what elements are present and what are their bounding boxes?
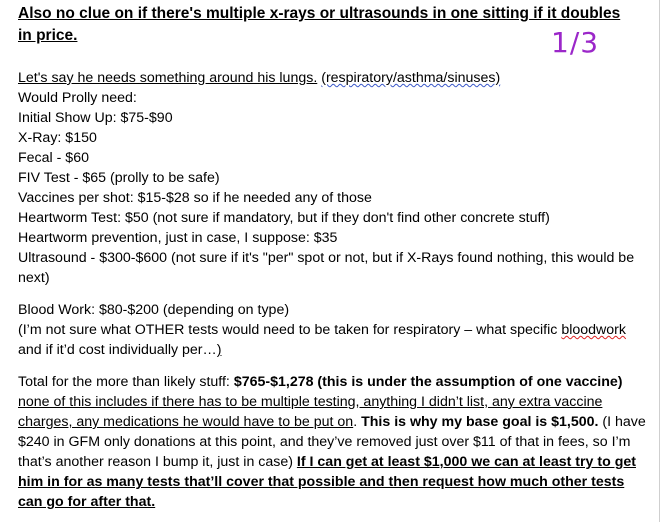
paragraph-gap xyxy=(18,360,648,372)
need-item: Heartworm Test: $50 (not sure if mandatory, but if they don't find other concrete stuff) xyxy=(18,210,550,226)
intro-paren: (respiratory/asthma/sinuses) xyxy=(321,70,501,86)
need-item: Heartworm prevention, just in case, I suppose: $35 xyxy=(18,230,338,246)
heading: Also no clue on if there's multiple x-rays or ultrasounds in one sitting if it doubles in price. xyxy=(18,5,621,44)
intro-lead: Let's say he needs something around his lungs. xyxy=(18,70,318,86)
need-item: Vaccines per shot: $15-$28 so if he needed any of those xyxy=(18,190,372,206)
need-item: Initial Show Up: $75-$90 xyxy=(18,110,173,126)
total-prefix: Total for the more than likely stuff: xyxy=(18,374,234,390)
total-exclusions: none of this includes if there has to be multiple testing, anything I didn’t list, any extra vaccine charges, any medications he would have to be put on xyxy=(18,394,603,430)
total-period: . xyxy=(353,414,362,430)
total-paragraph xyxy=(18,372,648,512)
need-item: X-Ray: $150 xyxy=(18,130,97,146)
bloodwork-line: Blood Work: $80-$200 (depending on type) xyxy=(18,302,290,318)
document-body xyxy=(18,68,648,512)
bloodwork-note xyxy=(18,320,648,360)
bloodwork-note-close: ) xyxy=(216,342,222,358)
total-range: $765-$1,278 (this is under the assumption of one vaccine) xyxy=(233,374,623,390)
needs-title: Would Prolly need: xyxy=(18,90,137,106)
donation-note: (I have $240 in GFM only donations at this point, and they’ve removed just over $11 of that in fees, so I’m that’s another reason I bump it, just in case) xyxy=(18,414,646,470)
closing-goal: If I can get at least $1,000 we can at least try to get him in for as many tests that’ll cover that possible and then request how much other tests can go for after that. xyxy=(18,454,636,510)
need-item: FIV Test - $65 (prolly to be safe) xyxy=(18,170,220,186)
base-goal: This is why my base goal is $1,500. xyxy=(361,414,599,430)
need-item: Ultrasound - $300-$600 (not sure if it's "per" spot or not, but if X-Rays found nothing, this would be next) xyxy=(18,250,635,286)
bloodwork-note-b: and if it’d cost individually per… xyxy=(18,342,217,358)
paragraph-gap xyxy=(18,288,648,300)
bloodwork-word: bloodwork xyxy=(561,322,626,338)
handwritten-page-marker: 1/3 xyxy=(551,26,600,59)
need-item: Fecal - $60 xyxy=(18,150,89,166)
bloodwork-note-a: (I’m not sure what OTHER tests would need to be taken for respiratory – what specific xyxy=(18,322,558,338)
page-edge xyxy=(659,0,660,522)
intro-line xyxy=(18,68,648,88)
